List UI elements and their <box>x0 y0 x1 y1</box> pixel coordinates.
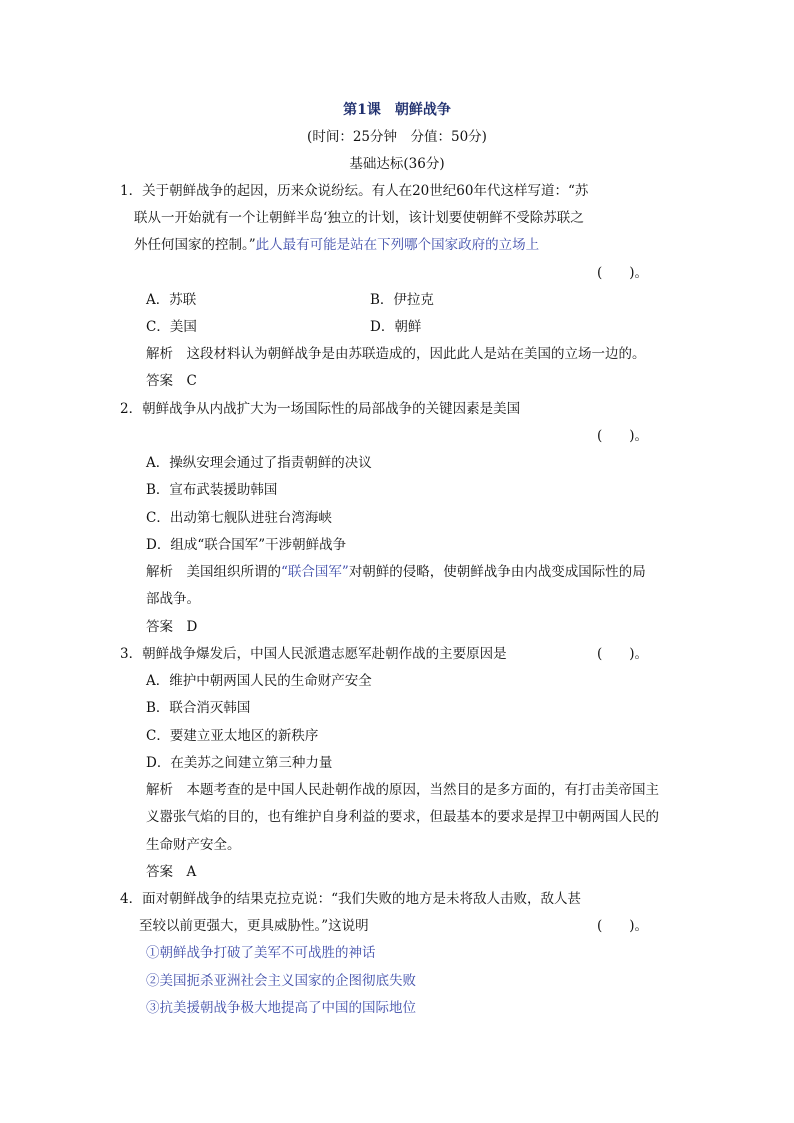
q4-item-1: ①朝鲜战争打破了美军不可战胜的神话 <box>146 945 376 961</box>
q2-analysis-a: 解析 美国组织所谓的 <box>146 564 281 580</box>
q1-stem-line-3 <box>134 236 539 254</box>
q4-item-2: ②美国扼杀亚洲社会主义国家的企图彻底失败 <box>146 973 416 989</box>
q1-answer: 答案 C <box>146 373 197 389</box>
q2-analysis-b: 对朝鲜的侵略，使朝鲜战争由内战变成国际性的局 <box>348 564 646 580</box>
q2-option-c: C．出动第七舰队进驻台湾海峡 <box>146 510 332 526</box>
q1-stem-line-3-text: 外任何国家的控制。” <box>134 237 256 253</box>
q2-analysis-line-2: 部战争。 <box>146 591 200 607</box>
q2-option-a: A．操纵安理会通过了指责朝鲜的决议 <box>146 455 372 471</box>
q2-answer: 答案 D <box>146 619 198 635</box>
q4-item-3: ③抗美援朝战争极大地提高了中国的国际地位 <box>146 1000 416 1016</box>
q2-analysis-line-1 <box>146 563 646 581</box>
q3-answer-blank: ( )。 <box>597 646 649 662</box>
q1-option-d: D．朝鲜 <box>370 319 422 335</box>
time-score-info: (时间：25分钟 分值：50分) <box>307 129 487 145</box>
q2-stem: 2．朝鲜战争从内战扩大为一场国际性的局部战争的关键因素是美国 <box>120 401 521 417</box>
q1-option-c: C．美国 <box>146 319 197 335</box>
q1-stem-line-1: 1．关于朝鲜战争的起因，历来众说纷纭。有人在20世纪60年代这样写道：“苏 <box>120 183 589 199</box>
section-heading: 基础达标(36分) <box>349 156 445 172</box>
q3-option-c: C．要建立亚太地区的新秩序 <box>146 728 319 744</box>
q3-answer: 答案 A <box>146 864 197 880</box>
q1-analysis: 解析 这段材料认为朝鲜战争是由苏联造成的，因此此人是站在美国的立场一边的。 <box>146 346 646 362</box>
q2-answer-blank: ( )。 <box>597 428 649 444</box>
q4-stem-line-2: 至较以前更强大，更具威胁性。”这说明 <box>139 918 369 934</box>
q2-analysis-quote: “联合国军” <box>281 564 349 580</box>
q3-analysis-line-3: 生命财产安全。 <box>146 837 241 853</box>
q4-answer-blank: ( )。 <box>597 918 649 934</box>
q3-stem: 3．朝鲜战争爆发后，中国人民派遣志愿军赴朝作战的主要原因是 <box>120 646 507 662</box>
q4-stem-line-1: 4．面对朝鲜战争的结果克拉克说：“我们失败的地方是未将敌人击败，敌人甚 <box>120 891 581 907</box>
q3-option-a: A．维护中朝两国人民的生命财产安全 <box>146 673 372 689</box>
q2-option-b: B．宣布武装援助韩国 <box>146 482 278 498</box>
q3-option-d: D．在美苏之间建立第三种力量 <box>146 755 333 771</box>
q1-option-a: A．苏联 <box>146 292 197 308</box>
q1-option-b: B．伊拉克 <box>370 292 434 308</box>
q3-analysis-line-2: 义嚣张气焰的目的，也有维护自身利益的要求，但最基本的要求是捍卫中朝两国人民的 <box>146 809 659 825</box>
q1-stem-tail: 此人最有可能是站在下列哪个国家政府的立场上 <box>255 237 540 253</box>
q1-answer-blank: ( )。 <box>597 265 649 281</box>
q2-option-d: D．组成“联合国军”干涉朝鲜战争 <box>146 537 347 553</box>
lesson-title: 第1课 朝鲜战争 <box>343 102 451 118</box>
q3-analysis-line-1: 解析 本题考查的是中国人民赴朝作战的原因，当然目的是多方面的，有打击美帝国主 <box>146 782 659 798</box>
q3-option-b: B．联合消灭韩国 <box>146 700 251 716</box>
q1-stem-line-2: 联从一开始就有一个让朝鲜半岛‘独立的计划，该计划要使朝鲜不受除苏联之 <box>134 210 584 226</box>
